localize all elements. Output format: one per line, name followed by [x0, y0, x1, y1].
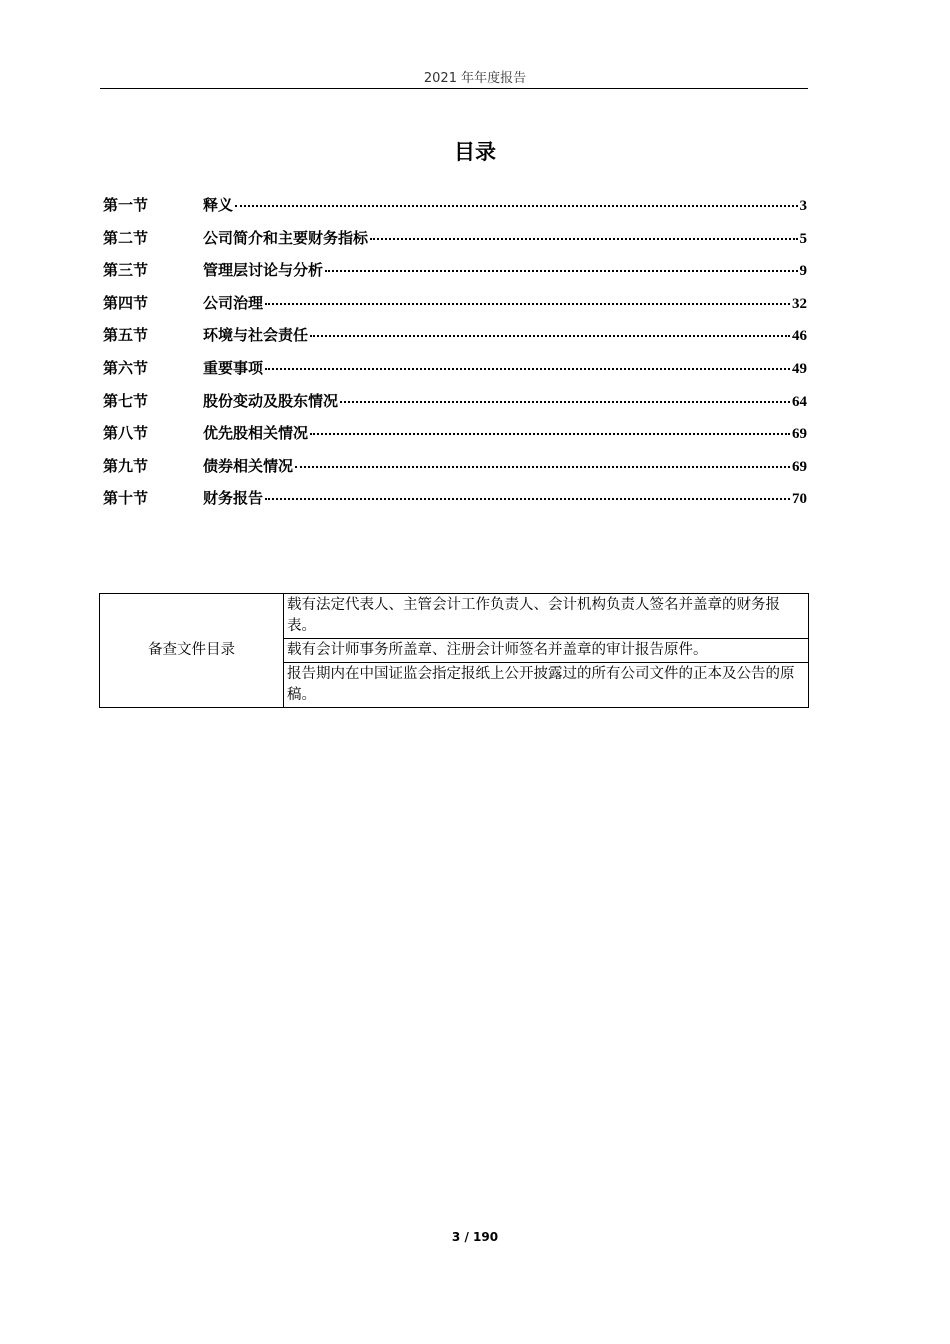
toc-page-number: 70 [792, 491, 807, 508]
table-row [100, 594, 809, 639]
header-divider [100, 88, 808, 89]
toc-section-name: 债券相关情况 [203, 456, 294, 475]
toc-section-name: 公司治理 [203, 293, 264, 312]
toc-leader-dots [265, 303, 790, 305]
toc-section-name: 公司简介和主要财务指标 [203, 228, 369, 247]
toc-section-name: 股份变动及股东情况 [203, 391, 339, 410]
toc-page-number: 3 [799, 198, 807, 214]
toc-section-number: 第五节 [103, 326, 149, 345]
toc-section-name: 管理层讨论与分析 [203, 261, 324, 280]
toc-page-number: 69 [792, 458, 807, 475]
table-of-contents [103, 194, 807, 520]
toc-leader-dots [340, 401, 790, 403]
toc-leader-dots [325, 270, 797, 272]
toc-section-number: 第二节 [103, 228, 149, 247]
toc-title: 目录 [454, 140, 496, 164]
toc-section-number: 第十节 [103, 489, 149, 508]
toc-entry-5[interactable] [103, 324, 807, 357]
toc-entry-1[interactable] [103, 194, 807, 227]
toc-page-number: 49 [792, 360, 807, 377]
toc-leader-dots [310, 433, 790, 435]
toc-section-name: 财务报告 [203, 489, 264, 508]
toc-leader-dots [295, 466, 790, 468]
toc-leader-dots [265, 498, 790, 500]
toc-leader-dots [310, 335, 790, 337]
toc-entry-2[interactable] [103, 227, 807, 260]
toc-section-number: 第一节 [103, 196, 149, 214]
toc-entry-7[interactable] [103, 390, 807, 423]
toc-section-number: 第九节 [103, 456, 149, 475]
toc-section-number: 第三节 [103, 261, 149, 280]
toc-entry-3[interactable] [103, 259, 807, 292]
toc-page-number: 69 [792, 426, 807, 443]
toc-section-number: 第六节 [103, 358, 149, 377]
toc-page-number: 46 [792, 328, 807, 345]
toc-entry-8[interactable] [103, 422, 807, 455]
report-header-title: 2021 年年度报告 [423, 71, 527, 86]
toc-section-number: 第八节 [103, 424, 149, 443]
toc-section-name: 环境与社会责任 [203, 326, 309, 345]
reference-doc-item: 报告期内在中国证监会指定报纸上公开披露过的所有公司文件的正本及公告的原稿。 [284, 663, 809, 708]
toc-page-number: 64 [792, 393, 807, 410]
toc-section-number: 第七节 [103, 391, 149, 410]
toc-entry-6[interactable] [103, 357, 807, 390]
page-number: 3 / 190 [451, 1230, 499, 1244]
toc-page-number: 5 [799, 230, 807, 247]
toc-section-number: 第四节 [103, 293, 149, 312]
toc-page-number: 32 [792, 295, 807, 312]
toc-leader-dots [370, 238, 797, 240]
toc-leader-dots [235, 205, 797, 207]
toc-section-name: 释义 [203, 196, 234, 214]
toc-leader-dots [265, 368, 790, 370]
toc-entry-10[interactable] [103, 487, 807, 520]
toc-entry-9[interactable] [103, 455, 807, 488]
reference-documents-table [99, 593, 809, 708]
toc-section-name: 优先股相关情况 [203, 424, 309, 443]
toc-page-number: 9 [799, 263, 807, 280]
reference-doc-item: 载有会计师事务所盖章、注册会计师签名并盖章的审计报告原件。 [284, 639, 809, 663]
reference-docs-label: 备查文件目录 [100, 594, 284, 708]
toc-entry-4[interactable] [103, 292, 807, 325]
toc-section-name: 重要事项 [203, 358, 264, 377]
reference-doc-item: 载有法定代表人、主管会计工作负责人、会计机构负责人签名并盖章的财务报表。 [284, 594, 809, 639]
